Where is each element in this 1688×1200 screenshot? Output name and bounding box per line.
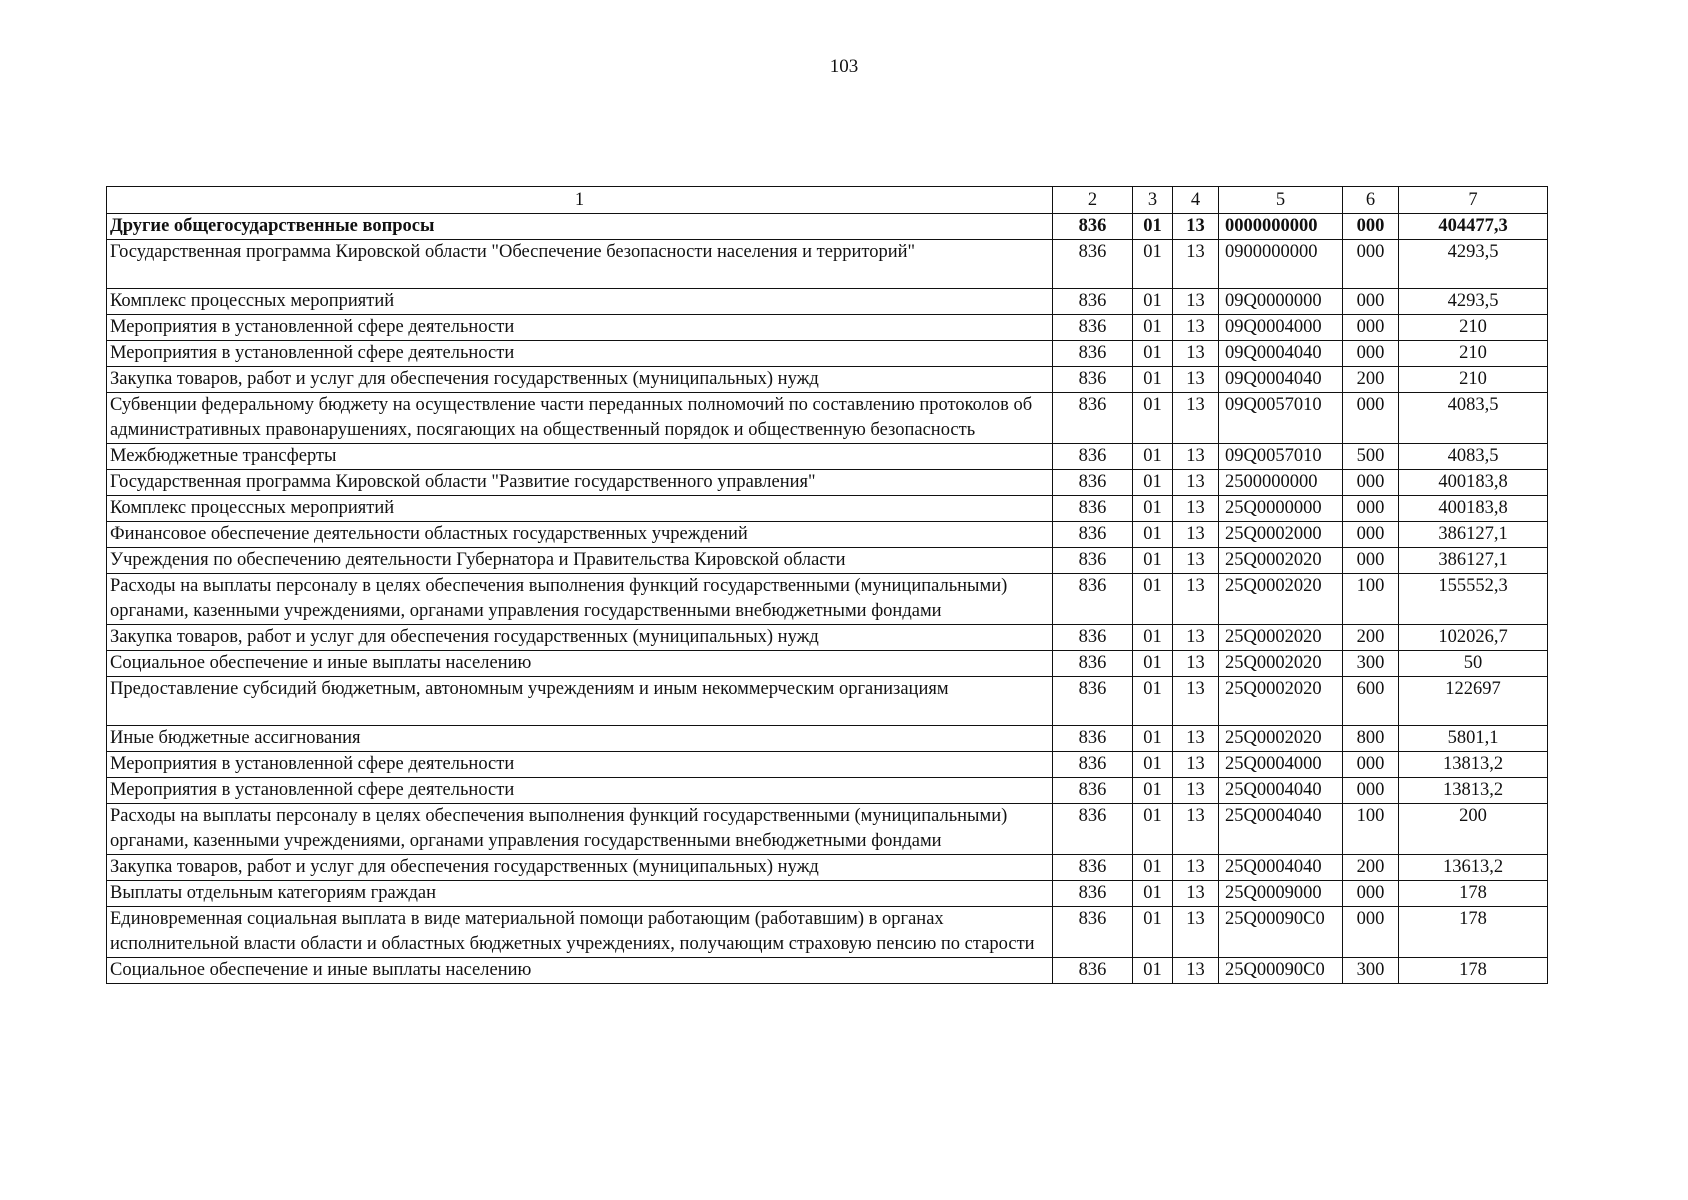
row-col-6-cell: 100 [1343, 804, 1399, 855]
row-name-cell: Финансовое обеспечение деятельности областных государственных учреждений [107, 522, 1053, 548]
row-col-4-cell: 13 [1173, 778, 1219, 804]
row-col-6-cell: 000 [1343, 470, 1399, 496]
row-col-2-cell: 836 [1053, 778, 1133, 804]
row-col-2-cell: 836 [1053, 289, 1133, 315]
row-name-cell: Мероприятия в установленной сфере деятельности [107, 752, 1053, 778]
row-col-4-cell: 13 [1173, 752, 1219, 778]
row-col-3-cell: 01 [1133, 470, 1173, 496]
row-name-cell: Предоставление субсидий бюджетным, автономным учреждениям и иным некоммерческим организациям [107, 677, 1053, 726]
row-col-6-cell: 000 [1343, 240, 1399, 289]
row-col-6-cell: 300 [1343, 958, 1399, 984]
row-col-4-cell: 13 [1173, 907, 1219, 958]
row-col-7-cell: 210 [1399, 341, 1548, 367]
row-col-2-cell: 836 [1053, 855, 1133, 881]
row-col-2-cell: 836 [1053, 496, 1133, 522]
row-col-3-cell: 01 [1133, 289, 1173, 315]
row-col-3-cell: 01 [1133, 240, 1173, 289]
row-col-3-cell: 01 [1133, 548, 1173, 574]
row-col-4-cell: 13 [1173, 289, 1219, 315]
table-row [107, 574, 1548, 625]
row-name-cell: Единовременная социальная выплата в виде материальной помощи работающим (работавшим) в органах исполнительной власти области и областных бюджетных учреждениях, получающим страховую пенсию по старости [107, 907, 1053, 958]
row-col-7-cell: 400183,8 [1399, 496, 1548, 522]
row-col-2-cell: 836 [1053, 341, 1133, 367]
row-col-3-cell: 01 [1133, 214, 1173, 240]
row-col-2-cell: 836 [1053, 726, 1133, 752]
row-col-5-cell: 25Q0002000 [1219, 522, 1343, 548]
row-col-7-cell: 200 [1399, 804, 1548, 855]
row-col-4-cell: 13 [1173, 726, 1219, 752]
row-col-4-cell: 13 [1173, 574, 1219, 625]
row-col-2-cell: 836 [1053, 367, 1133, 393]
row-col-6-cell: 800 [1343, 726, 1399, 752]
row-col-4-cell: 13 [1173, 881, 1219, 907]
row-col-4-cell: 13 [1173, 804, 1219, 855]
row-col-3-cell: 01 [1133, 522, 1173, 548]
row-col-6-cell: 000 [1343, 548, 1399, 574]
row-col-5-cell: 25Q0002020 [1219, 651, 1343, 677]
row-name-cell: Социальное обеспечение и иные выплаты населению [107, 958, 1053, 984]
row-col-2-cell: 836 [1053, 677, 1133, 726]
row-col-2-cell: 836 [1053, 315, 1133, 341]
row-col-5-cell: 25Q0004040 [1219, 804, 1343, 855]
header-row [107, 187, 1548, 214]
row-col-7-cell: 178 [1399, 881, 1548, 907]
row-col-2-cell: 836 [1053, 240, 1133, 289]
row-col-6-cell: 000 [1343, 752, 1399, 778]
row-name-cell: Учреждения по обеспечению деятельности Губернатора и Правительства Кировской области [107, 548, 1053, 574]
row-name-cell: Иные бюджетные ассигнования [107, 726, 1053, 752]
row-col-5-cell: 25Q0002020 [1219, 548, 1343, 574]
row-col-5-cell: 25Q00090C0 [1219, 958, 1343, 984]
row-col-7-cell: 4083,5 [1399, 444, 1548, 470]
row-col-7-cell: 178 [1399, 907, 1548, 958]
row-col-7-cell: 13813,2 [1399, 778, 1548, 804]
row-col-4-cell: 13 [1173, 393, 1219, 444]
header-col-5: 5 [1219, 187, 1343, 214]
row-col-2-cell: 836 [1053, 881, 1133, 907]
row-col-2-cell: 836 [1053, 444, 1133, 470]
row-name-cell: Закупка товаров, работ и услуг для обеспечения государственных (муниципальных) нужд [107, 855, 1053, 881]
table-row [107, 341, 1548, 367]
table-row [107, 752, 1548, 778]
row-name-cell: Комплекс процессных мероприятий [107, 496, 1053, 522]
row-col-3-cell: 01 [1133, 393, 1173, 444]
row-name-cell: Социальное обеспечение и иные выплаты населению [107, 651, 1053, 677]
row-col-5-cell: 25Q0004040 [1219, 778, 1343, 804]
page-number: 103 [829, 56, 859, 77]
row-col-7-cell: 178 [1399, 958, 1548, 984]
row-col-3-cell: 01 [1133, 574, 1173, 625]
row-col-7-cell: 4083,5 [1399, 393, 1548, 444]
row-col-5-cell: 0000000000 [1219, 214, 1343, 240]
row-col-6-cell: 000 [1343, 341, 1399, 367]
row-col-4-cell: 13 [1173, 315, 1219, 341]
row-col-2-cell: 836 [1053, 907, 1133, 958]
row-col-7-cell: 13613,2 [1399, 855, 1548, 881]
table-row [107, 444, 1548, 470]
row-col-6-cell: 300 [1343, 651, 1399, 677]
row-col-6-cell: 000 [1343, 393, 1399, 444]
table-row [107, 496, 1548, 522]
row-col-4-cell: 13 [1173, 625, 1219, 651]
row-col-3-cell: 01 [1133, 881, 1173, 907]
row-col-4-cell: 13 [1173, 855, 1219, 881]
row-col-3-cell: 01 [1133, 778, 1173, 804]
row-col-6-cell: 600 [1343, 677, 1399, 726]
table-row [107, 470, 1548, 496]
row-col-5-cell: 25Q0004000 [1219, 752, 1343, 778]
row-col-2-cell: 836 [1053, 522, 1133, 548]
row-col-7-cell: 404477,3 [1399, 214, 1548, 240]
table-row [107, 778, 1548, 804]
row-col-2-cell: 836 [1053, 393, 1133, 444]
row-col-6-cell: 200 [1343, 855, 1399, 881]
row-col-7-cell: 155552,3 [1399, 574, 1548, 625]
row-col-5-cell: 2500000000 [1219, 470, 1343, 496]
row-col-4-cell: 13 [1173, 341, 1219, 367]
row-name-cell: Другие общегосударственные вопросы [107, 214, 1053, 240]
header-col-7: 7 [1399, 187, 1548, 214]
row-col-6-cell: 100 [1343, 574, 1399, 625]
row-col-7-cell: 400183,8 [1399, 470, 1548, 496]
row-col-6-cell: 000 [1343, 907, 1399, 958]
row-col-6-cell: 000 [1343, 881, 1399, 907]
row-col-5-cell: 25Q0002020 [1219, 574, 1343, 625]
row-col-7-cell: 386127,1 [1399, 548, 1548, 574]
row-col-7-cell: 5801,1 [1399, 726, 1548, 752]
row-col-4-cell: 13 [1173, 522, 1219, 548]
table-header [107, 187, 1548, 214]
row-col-3-cell: 01 [1133, 804, 1173, 855]
row-col-3-cell: 01 [1133, 625, 1173, 651]
row-col-2-cell: 836 [1053, 548, 1133, 574]
row-col-6-cell: 000 [1343, 496, 1399, 522]
row-col-5-cell: 09Q0004040 [1219, 341, 1343, 367]
row-col-3-cell: 01 [1133, 677, 1173, 726]
header-col-1: 1 [107, 187, 1053, 214]
row-name-cell: Закупка товаров, работ и услуг для обеспечения государственных (муниципальных) нужд [107, 367, 1053, 393]
row-col-4-cell: 13 [1173, 470, 1219, 496]
table-row [107, 315, 1548, 341]
table-row [107, 907, 1548, 958]
row-name-cell: Выплаты отдельным категориям граждан [107, 881, 1053, 907]
row-name-cell: Мероприятия в установленной сфере деятельности [107, 315, 1053, 341]
row-col-2-cell: 836 [1053, 574, 1133, 625]
table-row [107, 881, 1548, 907]
row-col-3-cell: 01 [1133, 855, 1173, 881]
row-col-6-cell: 200 [1343, 367, 1399, 393]
row-name-cell: Мероприятия в установленной сфере деятельности [107, 341, 1053, 367]
table-row [107, 367, 1548, 393]
table-row [107, 958, 1548, 984]
row-col-3-cell: 01 [1133, 367, 1173, 393]
row-col-3-cell: 01 [1133, 444, 1173, 470]
row-col-7-cell: 50 [1399, 651, 1548, 677]
row-col-5-cell: 09Q0004000 [1219, 315, 1343, 341]
table-row [107, 855, 1548, 881]
row-col-3-cell: 01 [1133, 341, 1173, 367]
row-name-cell: Межбюджетные трансферты [107, 444, 1053, 470]
row-col-5-cell: 09Q0057010 [1219, 444, 1343, 470]
row-name-cell: Расходы на выплаты персоналу в целях обеспечения выполнения функций государственными (муниципальными) органами, казенными учреждениями, органами управления государственными внебюджетными фондами [107, 804, 1053, 855]
row-col-5-cell: 0900000000 [1219, 240, 1343, 289]
row-col-7-cell: 4293,5 [1399, 289, 1548, 315]
row-col-3-cell: 01 [1133, 958, 1173, 984]
row-col-7-cell: 13813,2 [1399, 752, 1548, 778]
row-col-6-cell: 000 [1343, 315, 1399, 341]
row-col-5-cell: 09Q0000000 [1219, 289, 1343, 315]
table-row [107, 214, 1548, 240]
row-col-7-cell: 4293,5 [1399, 240, 1548, 289]
row-col-5-cell: 25Q0002020 [1219, 625, 1343, 651]
row-col-6-cell: 000 [1343, 289, 1399, 315]
row-col-2-cell: 836 [1053, 958, 1133, 984]
row-col-3-cell: 01 [1133, 752, 1173, 778]
header-col-2: 2 [1053, 187, 1133, 214]
row-col-7-cell: 210 [1399, 315, 1548, 341]
row-col-7-cell: 386127,1 [1399, 522, 1548, 548]
row-col-4-cell: 13 [1173, 214, 1219, 240]
row-col-3-cell: 01 [1133, 907, 1173, 958]
row-col-7-cell: 102026,7 [1399, 625, 1548, 651]
row-name-cell: Мероприятия в установленной сфере деятельности [107, 778, 1053, 804]
row-col-2-cell: 836 [1053, 804, 1133, 855]
table-row [107, 240, 1548, 289]
row-col-7-cell: 122697 [1399, 677, 1548, 726]
table-row [107, 522, 1548, 548]
row-col-5-cell: 25Q0000000 [1219, 496, 1343, 522]
table-row [107, 651, 1548, 677]
row-col-5-cell: 09Q0057010 [1219, 393, 1343, 444]
row-col-4-cell: 13 [1173, 496, 1219, 522]
row-col-2-cell: 836 [1053, 470, 1133, 496]
row-col-6-cell: 200 [1343, 625, 1399, 651]
row-col-5-cell: 25Q0009000 [1219, 881, 1343, 907]
row-col-2-cell: 836 [1053, 625, 1133, 651]
row-col-7-cell: 210 [1399, 367, 1548, 393]
row-col-3-cell: 01 [1133, 315, 1173, 341]
row-col-6-cell: 000 [1343, 778, 1399, 804]
table-row [107, 289, 1548, 315]
row-name-cell: Комплекс процессных мероприятий [107, 289, 1053, 315]
row-col-5-cell: 09Q0004040 [1219, 367, 1343, 393]
header-col-6: 6 [1343, 187, 1399, 214]
row-col-2-cell: 836 [1053, 651, 1133, 677]
table-row [107, 393, 1548, 444]
row-col-4-cell: 13 [1173, 444, 1219, 470]
header-col-4: 4 [1173, 187, 1219, 214]
table-row [107, 625, 1548, 651]
table-row [107, 726, 1548, 752]
table-body [107, 214, 1548, 984]
table-row [107, 548, 1548, 574]
row-col-3-cell: 01 [1133, 726, 1173, 752]
row-col-4-cell: 13 [1173, 548, 1219, 574]
row-col-4-cell: 13 [1173, 958, 1219, 984]
row-col-5-cell: 25Q0002020 [1219, 677, 1343, 726]
row-col-6-cell: 000 [1343, 214, 1399, 240]
row-col-4-cell: 13 [1173, 651, 1219, 677]
row-col-4-cell: 13 [1173, 367, 1219, 393]
row-col-6-cell: 500 [1343, 444, 1399, 470]
row-col-5-cell: 25Q0004040 [1219, 855, 1343, 881]
row-col-3-cell: 01 [1133, 651, 1173, 677]
header-col-3: 3 [1133, 187, 1173, 214]
table-row [107, 677, 1548, 726]
row-col-6-cell: 000 [1343, 522, 1399, 548]
row-col-3-cell: 01 [1133, 496, 1173, 522]
table-row [107, 804, 1548, 855]
row-col-4-cell: 13 [1173, 240, 1219, 289]
row-col-2-cell: 836 [1053, 752, 1133, 778]
row-name-cell: Расходы на выплаты персоналу в целях обеспечения выполнения функций государственными (муниципальными) органами, казенными учреждениями, органами управления государственными внебюджетными фондами [107, 574, 1053, 625]
row-name-cell: Закупка товаров, работ и услуг для обеспечения государственных (муниципальных) нужд [107, 625, 1053, 651]
row-col-5-cell: 25Q0002020 [1219, 726, 1343, 752]
row-col-5-cell: 25Q00090C0 [1219, 907, 1343, 958]
row-name-cell: Субвенции федеральному бюджету на осуществление части переданных полномочий по составлению протоколов об административных правонарушениях, посягающих на общественный порядок и общественную безопасность [107, 393, 1053, 444]
budget-table [106, 186, 1548, 984]
row-col-4-cell: 13 [1173, 677, 1219, 726]
row-name-cell: Государственная программа Кировской области "Развитие государственного управления" [107, 470, 1053, 496]
row-col-2-cell: 836 [1053, 214, 1133, 240]
row-name-cell: Государственная программа Кировской области "Обеспечение безопасности населения и территорий" [107, 240, 1053, 289]
